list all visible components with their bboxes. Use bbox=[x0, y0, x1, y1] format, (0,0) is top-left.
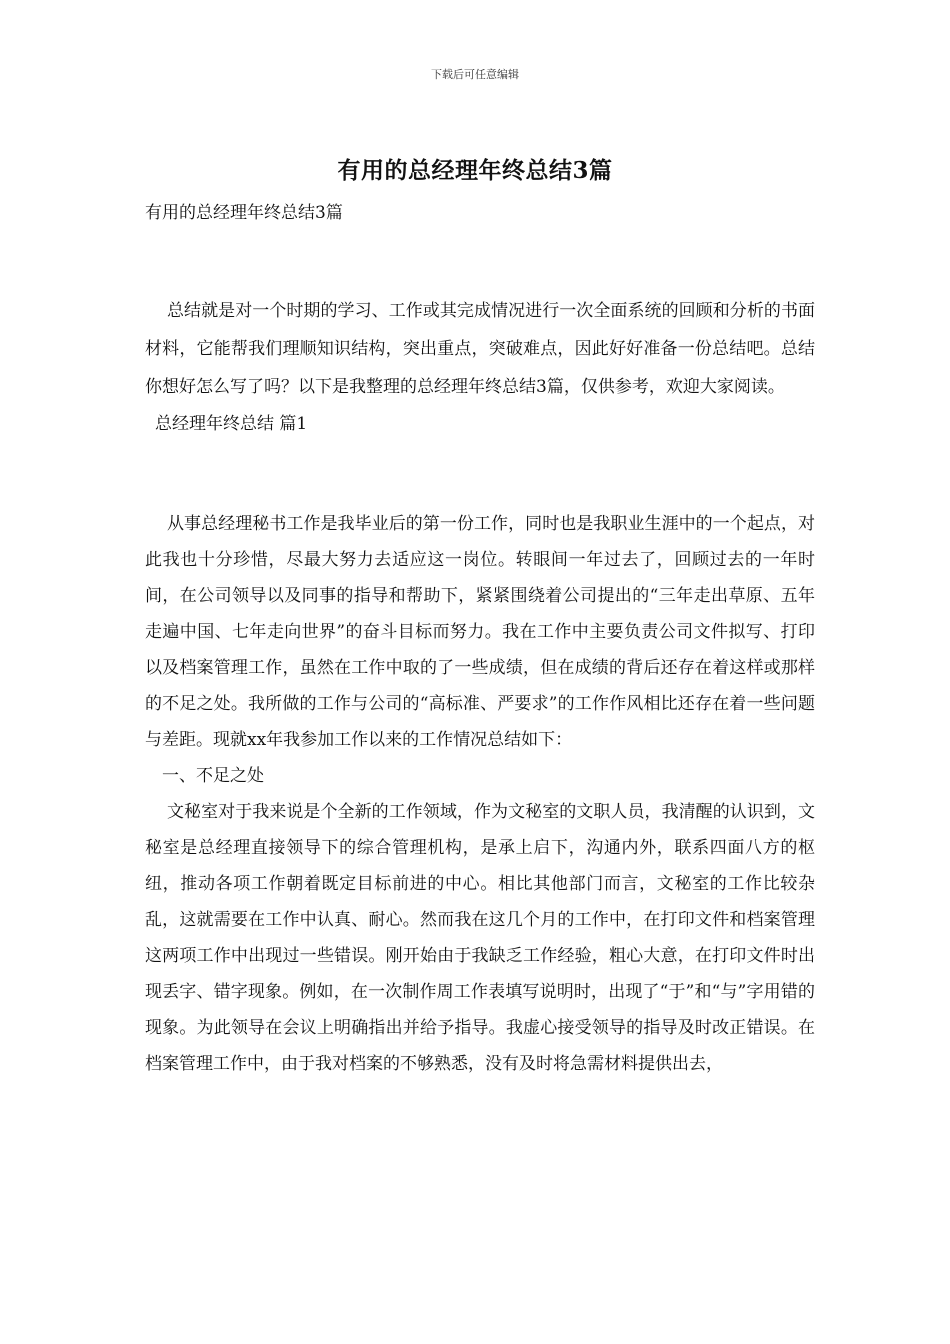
body-paragraph: 文秘室对于我来说是个全新的工作领域，作为文秘室的文职人员，我清醒的认识到，文秘室是总经理直接领导下的综合管理机构，是承上启下，沟通内外，联系四面八方的枢纽，推动各项工作朝着既定目标前进的中心。相比其他部门而言，文秘室的工作比较杂乱，这就需要在工作中认真、耐心。然而我在这几个月的工作中，在打印文件和档案管理这两项工作中出现过一些错误。刚开始由于我缺乏工作经验，粗心大意，在打印文件时出现丢字、错字现象。例如，在一次制作周工作表填写说明时，出现了“于”和“与”字用错的现象。为此领导在会议上明确指出并给予指导。我虚心接受领导的指导及时改正错误。在档案管理工作中，由于我对档案的不够熟悉，没有及时将急需材料提供出去， bbox=[145, 802, 815, 1074]
blank-space bbox=[145, 442, 815, 506]
subheading: 一、不足之处 bbox=[162, 766, 264, 786]
document-title: 有用的总经理年终总结3篇 bbox=[337, 157, 613, 184]
body-paragraph: 从事总经理秘书工作是我毕业后的第一份工作，同时也是我职业生涯中的一个起点，对此我也十分珍惜，尽最大努力去适应这一岗位。转眼间一年过去了，回顾过去的一年时间，在公司领导以及同事的指导和帮助下，紧紧围绕着公司提出的“三年走出草原、五年走遍中国、七年走向世界”的奋斗目标而努力。我在工作中主要负责公司文件拟写、打印以及档案管理工作，虽然在工作中取的了一些成绩，但在成绩的背后还存在着这样或那样的不足之处。我所做的工作与公司的“高标准、严要求”的工作作风相比还存在着一些问题与差距。现就xx年我参加工作以来的工作情况总结如下： bbox=[145, 514, 815, 750]
header-note: 下载后可任意编辑 bbox=[431, 68, 519, 81]
intro-paragraph: 总结就是对一个时期的学习、工作或其完成情况进行一次全面系统的回顾和分析的书面材料，它能帮我们理顺知识结构，突出重点，突破难点，因此好好准备一份总结吧。总结你想好怎么写了吗？以下是我整理的总经理年终总结3篇，仅供参考，欢迎大家阅读。 bbox=[145, 301, 815, 397]
document-subtitle: 有用的总经理年终总结3篇 bbox=[145, 203, 343, 223]
section-title: 总经理年终总结 篇1 bbox=[155, 414, 308, 434]
document-body bbox=[145, 196, 815, 1082]
blank-space bbox=[145, 230, 815, 292]
